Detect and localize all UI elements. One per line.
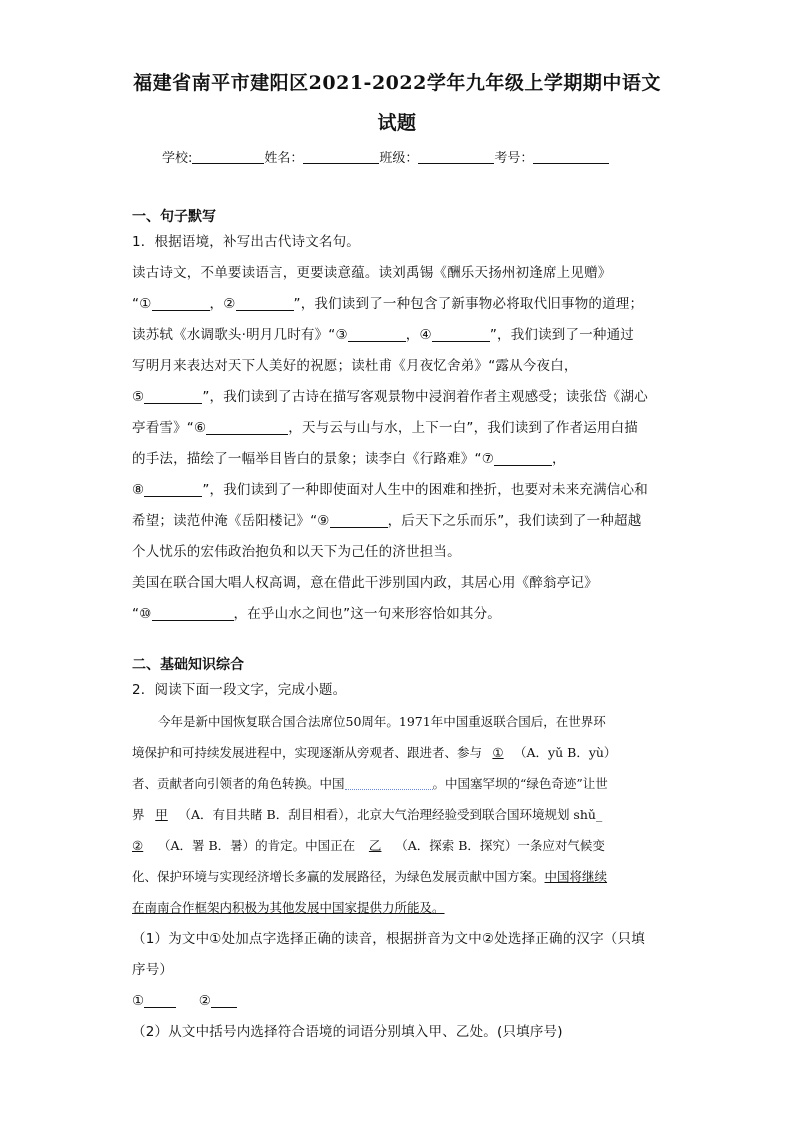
blank-1[interactable] xyxy=(152,295,210,311)
passage-line: 界 甲 （A．有目共睹 B．刮目相看），北京大气治理经验受到联合国环境规划 shǔ_ xyxy=(132,799,664,830)
q1-line: ⑧ ”，我们读到了一种即使面对人生中的困难和挫折，也要对未来充满信心和 xyxy=(132,482,648,498)
page-title: 福建省南平市建阳区2021-2022学年九年级上学期期中语文 xyxy=(133,72,661,94)
blank-10[interactable] xyxy=(152,605,234,621)
blank-hanzi-2[interactable]: ② xyxy=(132,838,144,853)
q1-line: 的手法，描绘了一幅举目皆白的景象；读李白《行路难》“⑦ ， xyxy=(132,451,566,467)
number-label: 考号： xyxy=(494,151,534,166)
q1-line: “① ，② ”，我们读到了一种包含了新事物必将取代旧事物的道理； xyxy=(132,296,644,312)
q1-line: 亭看雪》“⑥ ，天与云与山与水，上下一白”，我们读到了作者运用白描 xyxy=(132,420,638,436)
passage-line: 今年是新中国恢复联合国合法席位50周年。1971年中国重返联合国后，在世界环 xyxy=(158,714,606,729)
blank-8[interactable] xyxy=(144,481,202,497)
q1-line: 美国在联合国大唱人权高调，意在借此干涉别国内政，其居心用《醉翁亭记》 xyxy=(132,575,598,591)
student-info xyxy=(162,147,609,166)
q1-line: 写明月来表达对天下人美好的祝愿；读杜甫《月夜忆舍弟》“露从今夜白， xyxy=(132,358,578,374)
blank-pinyin-1[interactable]: ① xyxy=(492,745,504,760)
blank-9[interactable] xyxy=(330,512,388,528)
class-label: 班级： xyxy=(379,151,419,166)
passage-line: 者、贡献者向引领者的角色转换。中国 。中国塞罕坝的“绿色奇迹”让世 xyxy=(132,776,608,791)
blank-4[interactable] xyxy=(432,326,490,342)
q1-line: 希望；读范仲淹《岳阳楼记》“⑨ ，后天下之乐而乐”，我们读到了一种超越 xyxy=(132,513,642,529)
q1-line: 读古诗文，不单要读语言，更要读意蕴。读刘禹锡《酬乐天扬州初逢席上见赠》 xyxy=(132,265,612,281)
q1-line: “⑩ ，在乎山水之间也”这一句来形容恰如其分。 xyxy=(132,606,501,622)
passage-line: ② （A．署 B．暑）的肯定。中国正在 乙 （A．探索 B．探究）一条应对气候变 xyxy=(132,830,664,861)
underlined-sentence: 中国将继续 xyxy=(544,869,608,884)
blank-2[interactable] xyxy=(236,295,294,311)
sub-question-2: （2）从文中括号内选择符合语境的词语分别填入甲、乙处。(只填序号) xyxy=(132,1024,563,1040)
q1-line: ⑤ ”，我们读到了古诗在描写客观景物中浸润着作者主观感受；读张岱《湖心 xyxy=(132,389,648,405)
reading-passage xyxy=(132,706,664,923)
blank-7[interactable] xyxy=(494,450,552,466)
q1-stem: 1．根据语境，补写出古代诗文名句。 xyxy=(132,234,360,250)
blank-6[interactable] xyxy=(206,419,288,435)
answer-line: ① ② xyxy=(132,986,664,1017)
number-blank[interactable] xyxy=(533,149,609,164)
q1-line: 读苏轼《水调歌头·明月几时有》“③ ，④ ”，我们读到了一种通过 xyxy=(132,327,635,343)
answer-blank-1[interactable] xyxy=(144,992,176,1008)
name-blank[interactable] xyxy=(303,149,379,164)
passage-line: 境保护和可持续发展进程中，实现逐渐从旁观者、跟进者、参与 ① （A．yǔ B．yù） xyxy=(132,737,664,768)
section-heading-1: 一、句子默写 xyxy=(132,209,216,225)
school-blank[interactable] xyxy=(192,149,264,164)
blank-yi[interactable]: 乙 xyxy=(368,838,382,853)
page-title-line2: 试题 xyxy=(377,112,417,134)
answer-blank-2[interactable] xyxy=(211,992,237,1008)
question-2-stem: 2．阅读下面一段文字，完成小题。 xyxy=(132,682,347,698)
blank-jia[interactable]: 甲 xyxy=(155,807,168,822)
sub-question-1-cont: 序号） xyxy=(132,962,174,978)
q1-line: 个人忧乐的宏伟政治抱负和以天下为己任的济世担当。 xyxy=(132,544,461,560)
sentence-gap[interactable] xyxy=(345,777,433,790)
underlined-sentence-cont: 在南南合作框架内积极为其他发展中国家提供力所能及。 xyxy=(132,900,445,915)
school-label: 学校: xyxy=(162,151,193,166)
passage-line: 化、保护环境与实现经济增长多赢的发展路径，为绿色发展贡献中国方案。中国将继续 xyxy=(132,869,608,884)
sub-questions xyxy=(132,924,664,1048)
blank-5[interactable] xyxy=(144,388,202,404)
question-1 xyxy=(132,227,664,630)
blank-3[interactable] xyxy=(348,326,406,342)
passage-line xyxy=(132,892,664,923)
sub-question-1: （1）为文中①处加点字选择正确的读音，根据拼音为文中②处选择正确的汉字（只填 xyxy=(132,931,645,947)
section-heading-2: 二、基础知识综合 xyxy=(132,657,244,673)
name-label: 姓名： xyxy=(264,151,304,166)
class-blank[interactable] xyxy=(418,149,494,164)
